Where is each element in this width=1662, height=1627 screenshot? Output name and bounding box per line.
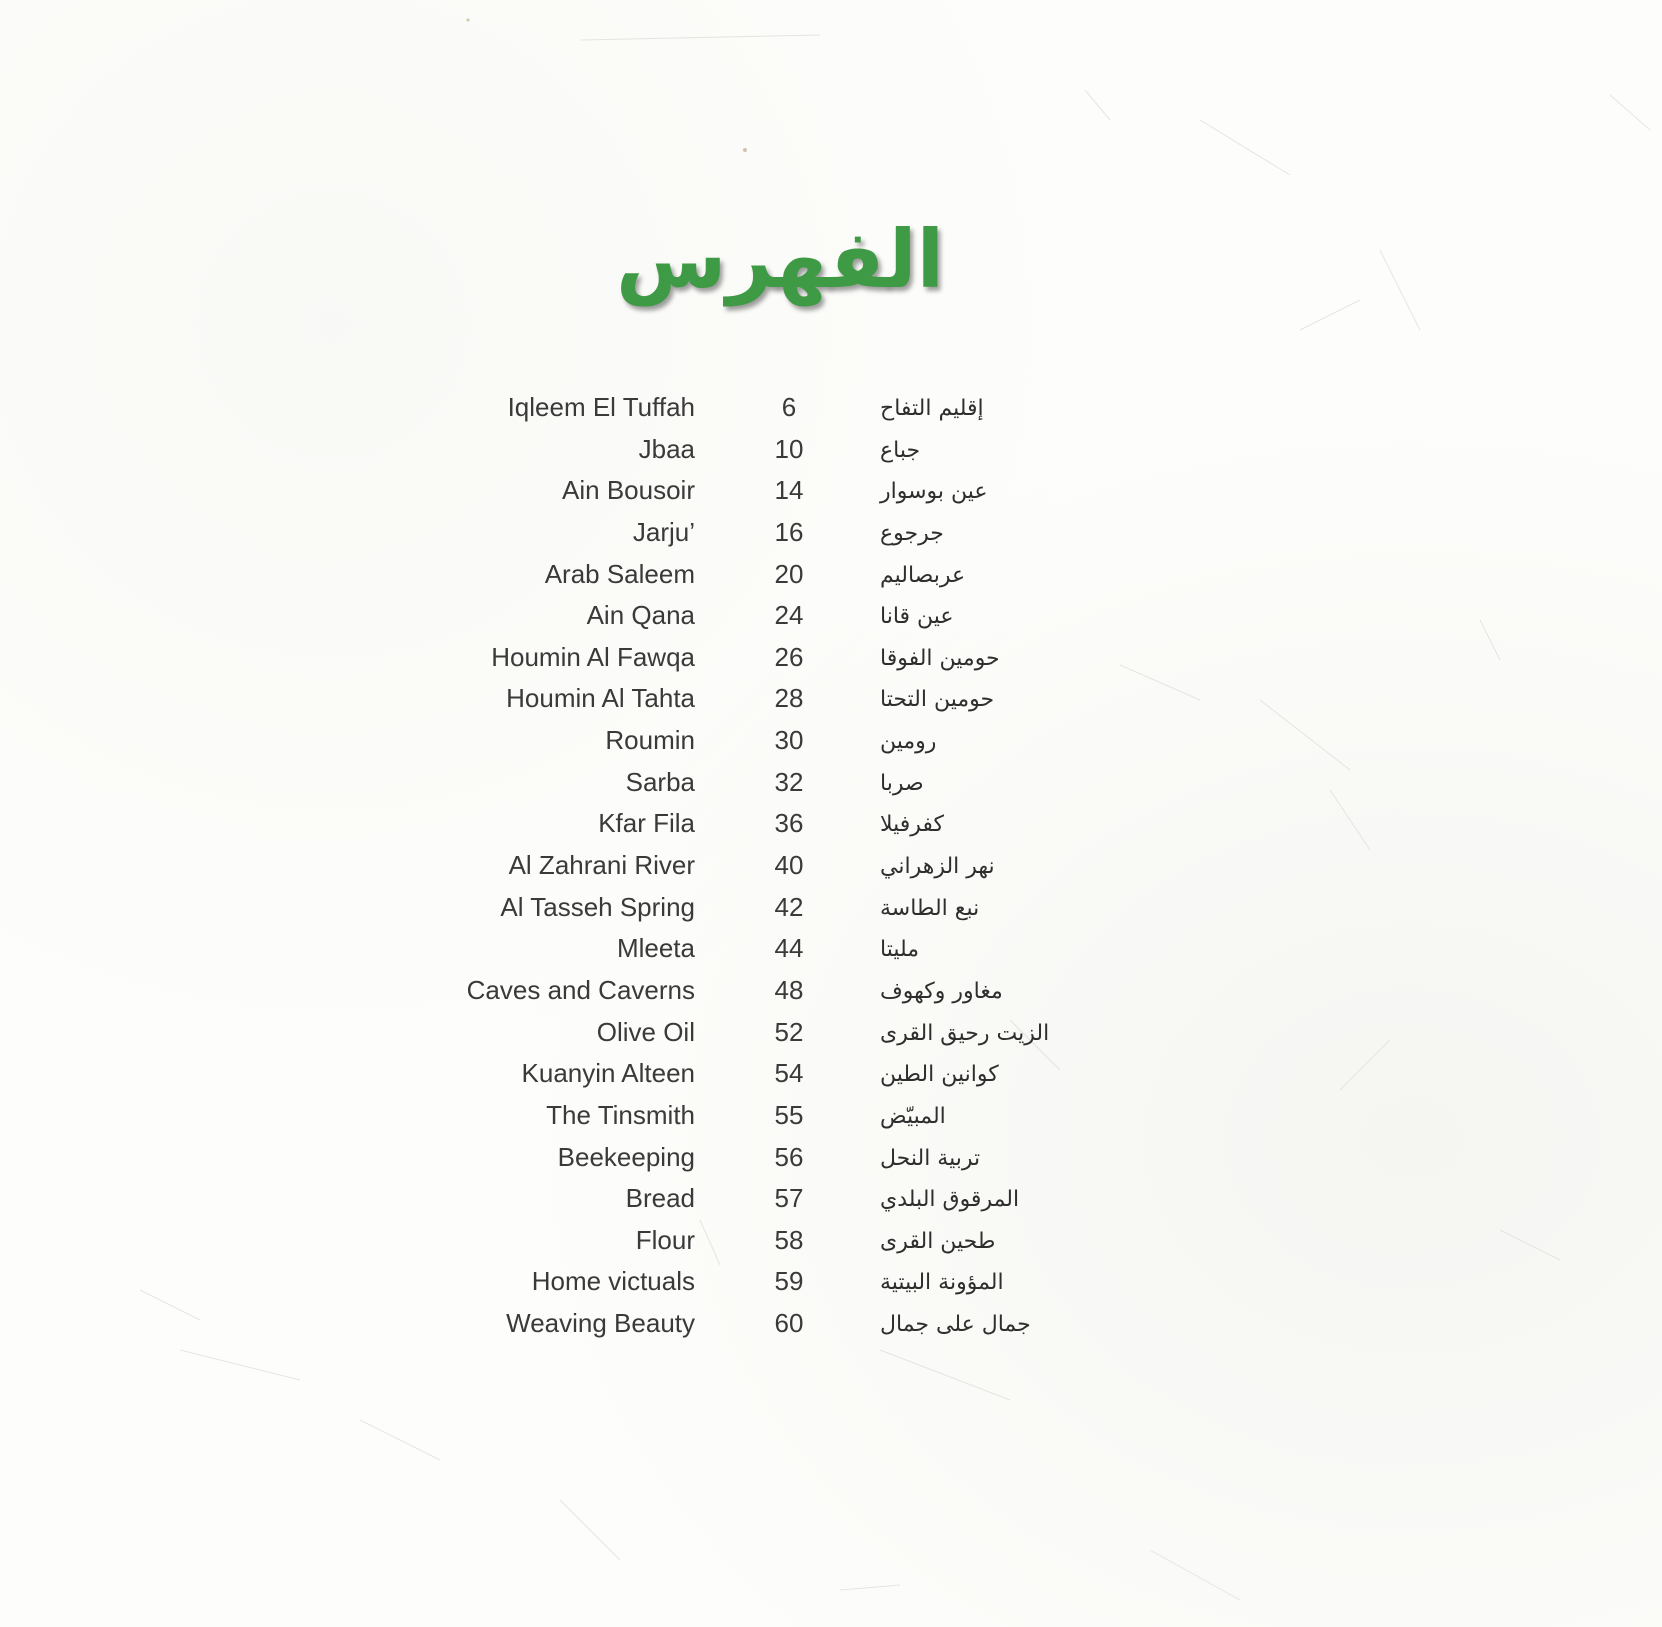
- entry-page-number: 14: [774, 475, 804, 506]
- entry-page-number: 30: [774, 725, 804, 756]
- entry-page-number: 60: [774, 1308, 804, 1339]
- entry-title-english: Ain Qana: [586, 600, 695, 631]
- entry-page-number: 16: [774, 516, 804, 547]
- toc-row: [0, 558, 1662, 600]
- entry-page-number: 48: [774, 974, 804, 1005]
- table-of-contents: [0, 391, 1662, 1349]
- entry-title-english: Kuanyin Alteen: [521, 1058, 695, 1089]
- entry-page-number: 56: [774, 1141, 804, 1172]
- toc-row: [0, 1057, 1662, 1099]
- entry-title-arabic: كوانين الطين: [880, 1062, 999, 1088]
- entry-title-arabic: جرجوع: [880, 520, 944, 546]
- entry-page-number: 6: [781, 392, 797, 422]
- entry-page-number: 32: [774, 766, 804, 797]
- entry-page-number: 42: [774, 891, 804, 922]
- entry-title-english: Jbaa: [638, 433, 695, 464]
- entry-title-english: Ain Bousoir: [562, 475, 695, 506]
- entry-title-english: Bread: [625, 1183, 695, 1214]
- toc-row: [0, 1016, 1662, 1058]
- entry-title-arabic: عربصاليم: [880, 562, 966, 588]
- entry-page-number: 26: [774, 641, 804, 672]
- entry-page-number: 28: [774, 683, 804, 714]
- entry-title-english: Al Zahrani River: [508, 850, 695, 881]
- entry-title-english: Flour: [635, 1224, 695, 1255]
- entry-title-english: Jarju’: [632, 516, 695, 547]
- toc-row: [0, 766, 1662, 808]
- entry-page-number: 58: [774, 1224, 804, 1255]
- toc-row: [0, 391, 1662, 433]
- entry-title-arabic: الزيت رحيق القرى: [880, 1020, 1050, 1046]
- entry-title-english: Al Tasseh Spring: [500, 891, 695, 922]
- toc-row: [0, 433, 1662, 475]
- entry-page-number: 59: [774, 1266, 804, 1297]
- toc-row: [0, 724, 1662, 766]
- entry-title-english: Beekeeping: [557, 1141, 695, 1172]
- entry-page-number: 36: [774, 808, 804, 839]
- entry-page-number: 55: [774, 1099, 804, 1130]
- toc-row: [0, 1307, 1662, 1349]
- entry-title-english: Caves and Caverns: [466, 974, 695, 1005]
- entry-page-number: 40: [774, 850, 804, 881]
- entry-title-english: Mleeta: [616, 933, 695, 964]
- entry-title-english: Houmin Al Tahta: [506, 683, 695, 714]
- page-title: الفهرس: [615, 213, 944, 306]
- entry-title-arabic: حومين التحتا: [880, 687, 995, 713]
- entry-title-arabic: صربا: [880, 770, 924, 796]
- entry-title-english: Iqleem El Tuffah: [507, 392, 695, 422]
- entry-title-english: Olive Oil: [596, 1016, 695, 1047]
- toc-row: [0, 641, 1662, 683]
- entry-title-arabic: المؤونة البيتية: [880, 1270, 1004, 1296]
- toc-row: [0, 1182, 1662, 1224]
- toc-row: [0, 1141, 1662, 1183]
- entry-title-arabic: جباع: [880, 437, 921, 463]
- toc-row: [0, 516, 1662, 558]
- toc-row: [0, 849, 1662, 891]
- entry-title-arabic: كفرفيلا: [880, 812, 945, 838]
- entry-page-number: 24: [774, 600, 804, 631]
- toc-row: [0, 1224, 1662, 1266]
- entry-title-english: Arab Saleem: [544, 558, 695, 589]
- entry-page-number: 10: [774, 433, 804, 464]
- entry-title-english: Roumin: [605, 725, 695, 756]
- entry-title-arabic: حومين الفوقا: [880, 645, 1000, 671]
- toc-row: [0, 807, 1662, 849]
- toc-row: [0, 932, 1662, 974]
- toc-row: [0, 682, 1662, 724]
- entry-title-arabic: رومين: [880, 729, 937, 755]
- entry-title-english: The Tinsmith: [546, 1099, 695, 1130]
- entry-page-number: 20: [774, 558, 804, 589]
- entry-title-arabic: المرقوق البلدي: [880, 1187, 1020, 1213]
- entry-title-arabic: جمال على جمال: [880, 1312, 1031, 1338]
- entry-title-english: Houmin Al Fawqa: [491, 641, 695, 672]
- entry-title-english: Sarba: [625, 766, 695, 797]
- entry-title-arabic: نهر الزهراني: [880, 854, 995, 880]
- entry-page-number: 44: [774, 933, 804, 964]
- entry-title-arabic: المبيّض: [880, 1103, 946, 1129]
- toc-row: [0, 1265, 1662, 1307]
- entry-title-arabic: تربية النحل: [880, 1145, 981, 1171]
- toc-row: [0, 599, 1662, 641]
- entry-page-number: 52: [774, 1016, 804, 1047]
- toc-row: [0, 1099, 1662, 1141]
- toc-row: [0, 974, 1662, 1016]
- entry-title-arabic: نبع الطاسة: [880, 895, 980, 921]
- entry-page-number: 57: [774, 1183, 804, 1214]
- entry-title-arabic: مليتا: [880, 937, 920, 963]
- entry-title-english: Weaving Beauty: [506, 1308, 695, 1339]
- entry-title-english: Home victuals: [531, 1266, 695, 1297]
- entry-page-number: 54: [774, 1058, 804, 1089]
- entry-title-arabic: طحين القرى: [880, 1228, 996, 1254]
- entry-title-arabic: عين بوسوار: [880, 479, 988, 505]
- entry-title-arabic: إقليم التفاح: [880, 396, 984, 421]
- toc-row: [0, 891, 1662, 933]
- toc-row: [0, 474, 1662, 516]
- entry-title-arabic: عين قانا: [880, 604, 954, 630]
- entry-title-arabic: مغاور وكهوف: [880, 978, 1003, 1004]
- entry-title-english: Kfar Fila: [598, 808, 695, 839]
